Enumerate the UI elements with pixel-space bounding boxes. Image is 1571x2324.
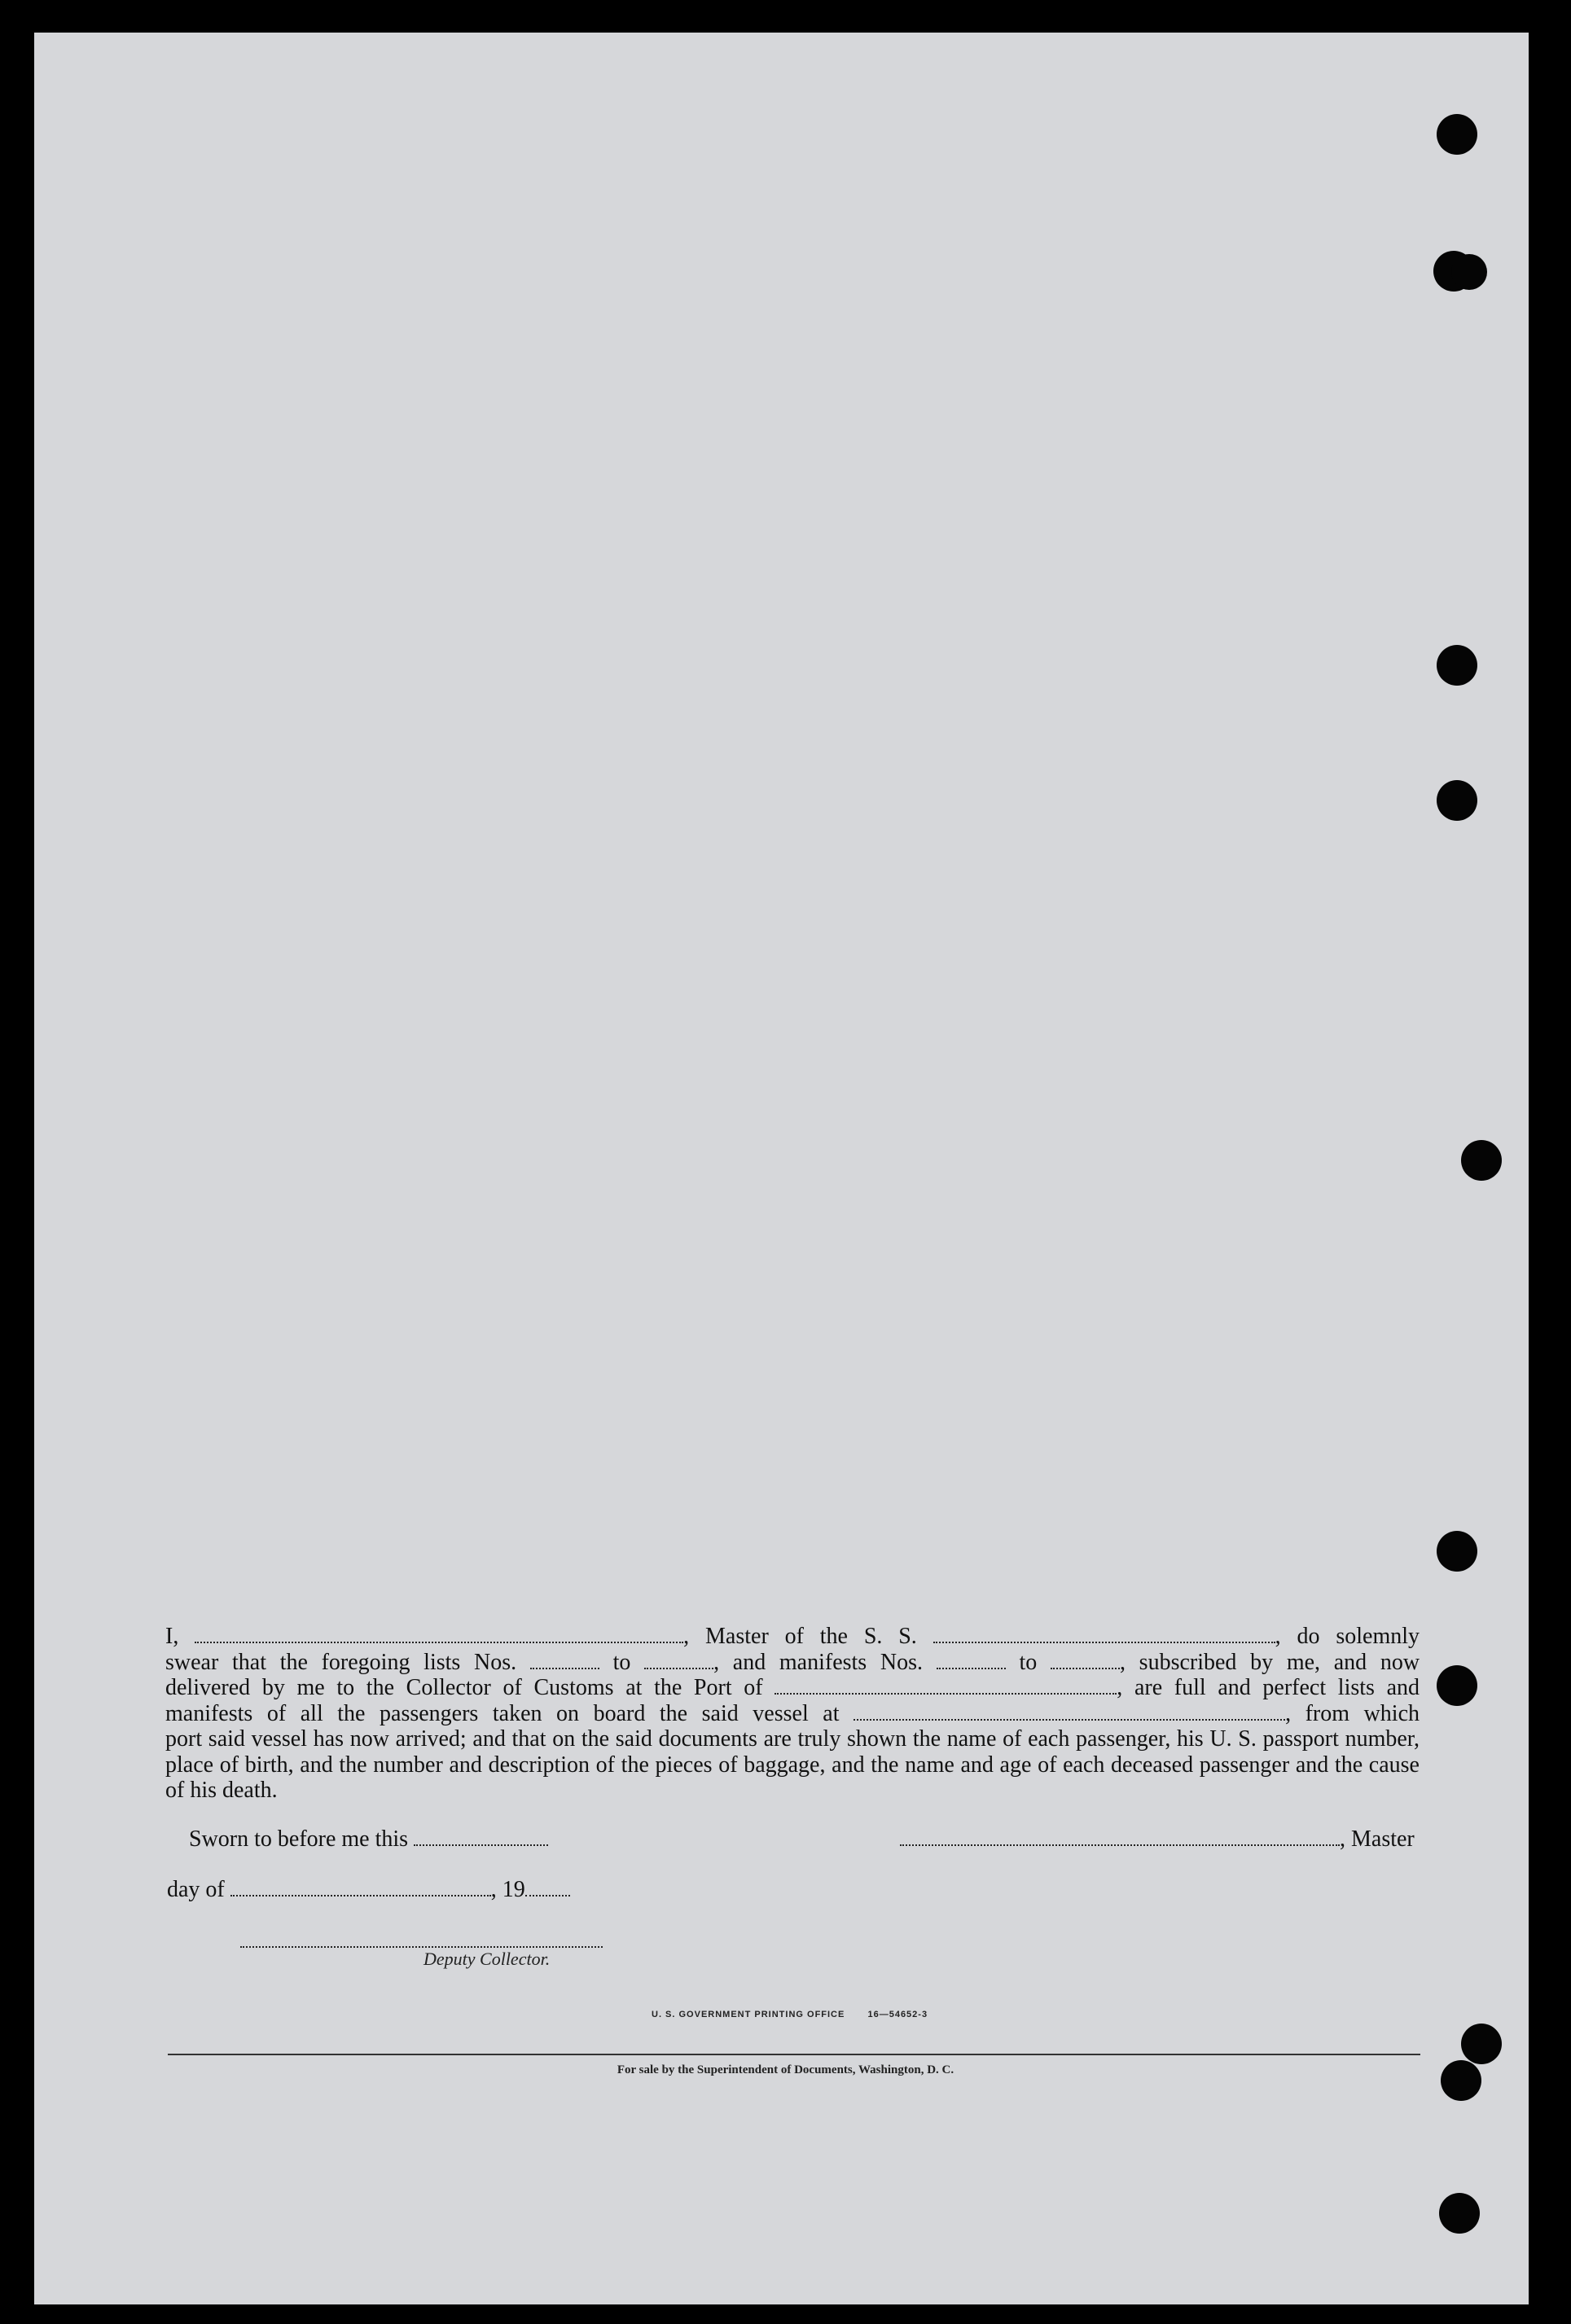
sale-notice: For sale by the Superintendent of Documents, Washington, D. C. — [617, 2063, 954, 2076]
year-field[interactable] — [525, 1880, 570, 1896]
master-signature-field[interactable] — [900, 1830, 1340, 1846]
departure-port-field[interactable] — [854, 1704, 1285, 1721]
oath-text: to — [1019, 1649, 1038, 1675]
list-from-field[interactable] — [530, 1653, 599, 1669]
manifest-to-field[interactable] — [1051, 1653, 1120, 1669]
oath-text: , from which — [1285, 1700, 1420, 1726]
master-label: , Master — [1340, 1826, 1415, 1852]
oath-text: , do solemnly — [1275, 1624, 1420, 1649]
punch-hole — [1439, 2193, 1480, 2234]
master-oath-paragraph — [165, 1624, 1420, 1804]
oath-line-2 — [165, 1650, 1420, 1676]
list-to-field[interactable] — [644, 1653, 713, 1669]
punch-hole — [1461, 1140, 1502, 1181]
ship-name-field[interactable] — [933, 1627, 1275, 1643]
printer-name: U. S. GOVERNMENT PRINTING OFFICE — [652, 2010, 845, 2019]
deputy-collector-label: Deputy Collector. — [423, 1949, 551, 1969]
oath-line-3 — [165, 1675, 1420, 1701]
sworn-row — [189, 1826, 548, 1853]
oath-text: swear that the foregoing lists Nos. — [165, 1649, 517, 1675]
oath-text: manifests of all the passengers taken on board the said vessel at — [165, 1700, 840, 1726]
master-signature-row — [900, 1826, 1415, 1853]
oath-body: port said vessel has now arrived; and that on the said documents are truly shown the name of each passenger, his U. S. passport number, place of birth, and the number and description of the pieces of baggage, and the name and age of each deceased passenger and the cause of his death. — [165, 1726, 1420, 1803]
oath-line-1 — [165, 1624, 1420, 1650]
day-label: day of — [167, 1877, 225, 1902]
punch-hole — [1437, 1665, 1477, 1706]
footer-rule — [168, 2054, 1420, 2055]
oath-line-4 — [165, 1701, 1420, 1727]
sworn-label: Sworn to before me this — [189, 1826, 409, 1852]
port-field[interactable] — [775, 1678, 1117, 1695]
document-page — [34, 33, 1529, 2304]
form-number: 16—54652-3 — [867, 2010, 928, 2019]
oath-text: to — [612, 1649, 631, 1675]
sworn-date-field[interactable] — [414, 1830, 548, 1846]
oath-text: , are full and perfect lists and — [1117, 1675, 1420, 1700]
oath-text: , and manifests Nos. — [713, 1649, 924, 1675]
day-row — [167, 1877, 570, 1903]
punch-hole — [1437, 645, 1477, 686]
punch-hole — [1451, 254, 1487, 290]
oath-text: , Master of the S. S. — [683, 1624, 917, 1649]
day-field[interactable] — [230, 1880, 491, 1896]
punch-hole — [1437, 780, 1477, 821]
oath-text: delivered by me to the Collector of Customs at the Port of — [165, 1675, 763, 1700]
oath-text: , subscribed by me, and now — [1119, 1649, 1420, 1675]
master-name-field[interactable] — [195, 1627, 683, 1643]
punch-hole — [1437, 1531, 1477, 1572]
printer-line — [652, 2010, 928, 2019]
oath-text: I, — [165, 1624, 179, 1649]
manifest-from-field[interactable] — [937, 1653, 1006, 1669]
year-label: , 19 — [490, 1877, 525, 1902]
deputy-signature-field[interactable] — [240, 1932, 603, 1948]
punch-hole — [1461, 2024, 1502, 2064]
punch-hole — [1437, 114, 1477, 155]
